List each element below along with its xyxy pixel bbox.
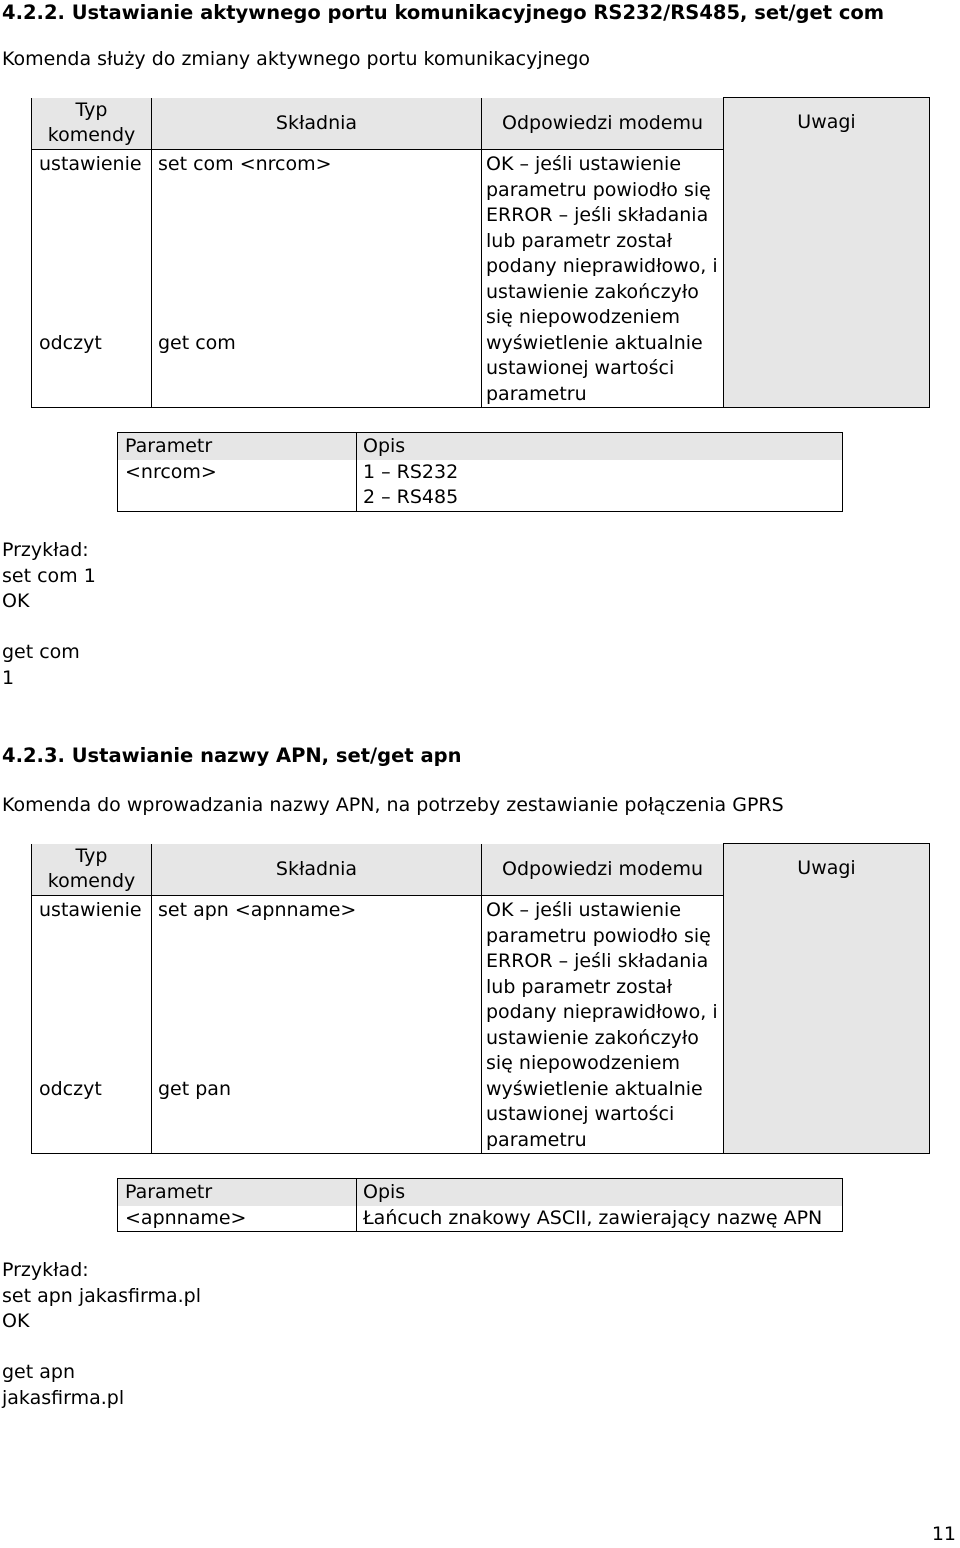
row-syntax: set com <nrcom>	[152, 150, 482, 331]
row-responses: OK – jeśli ustawienie parametru powiodło się ERROR – jeśli składania lub parametr został podany nieprawidłowo, i ustawienie zakończyło się niepowodzeniem	[482, 150, 724, 331]
command-table	[31, 843, 930, 1154]
parameter-table	[117, 432, 843, 512]
command-table	[31, 97, 930, 408]
param-name: <nrcom>	[118, 460, 357, 512]
row-responses: wyświetlenie aktualnie ustawionej wartości parametru	[482, 331, 724, 408]
row-type: odczyt	[32, 1077, 152, 1154]
param-desc: Łańcuch znakowy ASCII, zawierający nazwę APN	[357, 1206, 843, 1232]
row-type: ustawienie	[32, 150, 152, 331]
section-heading-4-2-3: 4.2.3. Ustawianie nazwy APN, set/get apn	[2, 744, 462, 767]
row-responses: wyświetlenie aktualnie ustawionej wartości parametru	[482, 1077, 724, 1154]
example-block: Przykład: set com 1 OK get com 1	[2, 539, 96, 689]
header-syntax: Składnia	[152, 98, 482, 150]
example-block: Przykład: set apn jakasfirma.pl OK get apn jakasfirma.pl	[2, 1259, 201, 1409]
section-intro: Komenda służy do zmiany aktywnego portu komunikacyjnego	[2, 48, 591, 70]
row-syntax: set apn <apnname>	[152, 896, 482, 1077]
header-type: Typ komendy	[32, 844, 152, 896]
header-syntax: Składnia	[152, 844, 482, 896]
row-type: ustawienie	[32, 896, 152, 1077]
header-notes: Uwagi	[724, 844, 930, 1154]
section-heading-4-2-2: 4.2.2. Ustawianie aktywnego portu komunikacyjnego RS232/RS485, set/get com	[2, 1, 885, 24]
header-responses: Odpowiedzi modemu	[482, 98, 724, 150]
row-responses: OK – jeśli ustawienie parametru powiodło się ERROR – jeśli składania lub parametr został podany nieprawidłowo, i ustawienie zakończyło się niepowodzeniem	[482, 896, 724, 1077]
param-header-name: Parametr	[118, 433, 357, 460]
row-syntax: get com	[152, 331, 482, 408]
section-intro: Komenda do wprowadzania nazwy APN, na potrzeby zestawianie połączenia GPRS	[2, 794, 784, 816]
param-desc: 1 – RS232 2 – RS485	[357, 460, 843, 512]
header-type: Typ komendy	[32, 98, 152, 150]
param-header-desc: Opis	[357, 1179, 843, 1206]
page-number: 11	[931, 1523, 956, 1545]
header-responses: Odpowiedzi modemu	[482, 844, 724, 896]
param-header-desc: Opis	[357, 433, 843, 460]
row-syntax: get pan	[152, 1077, 482, 1154]
row-type: odczyt	[32, 331, 152, 408]
header-notes: Uwagi	[724, 98, 930, 408]
parameter-table	[117, 1178, 843, 1232]
param-name: <apnname>	[118, 1206, 357, 1232]
param-header-name: Parametr	[118, 1179, 357, 1206]
